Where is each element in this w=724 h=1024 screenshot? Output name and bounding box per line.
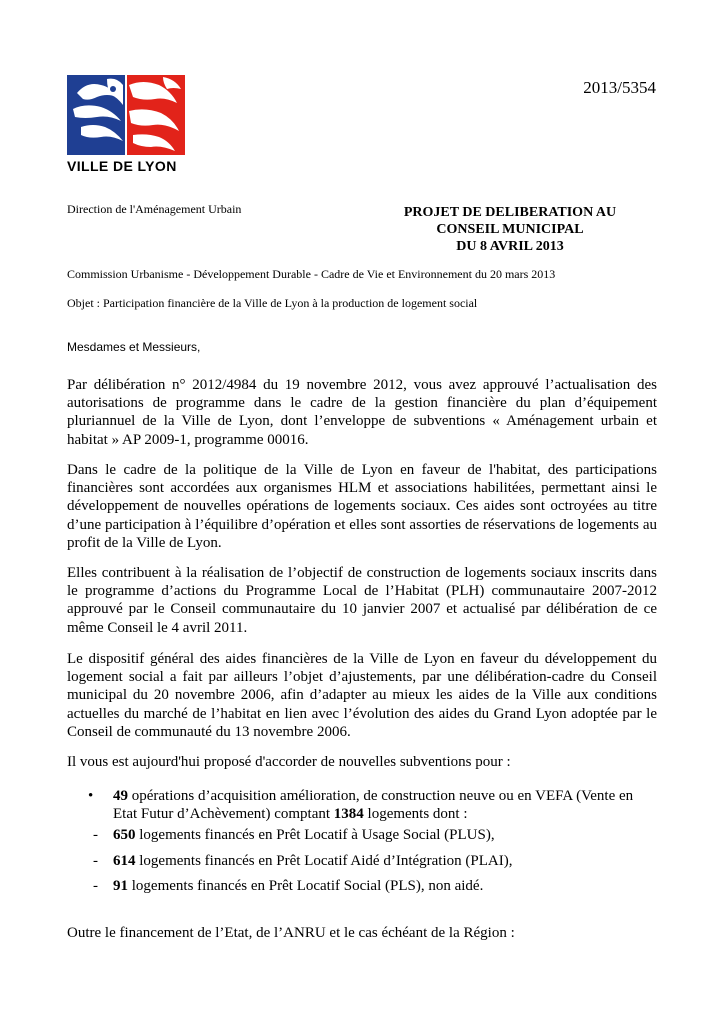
operations-count: 49 (113, 788, 128, 804)
projet-title-line-3: DU 8 AVRIL 2013 (456, 239, 564, 254)
paragraph-2: Dans le cadre de la politique de la Ville de Lyon en faveur de l'habitat, des participations financières sont accordées aux organismes HLM et associations habilitées, permettant ainsi le développement de nouvelles opérations de logements sociaux. Ces aides sont octroyées au titre d’une participation à l’équilibre d’opération et elles sont assorties de réservations de logements au profit de la Ville de Lyon. (67, 462, 657, 551)
dash-symbol: - (93, 878, 98, 894)
bullet-icon: • (88, 788, 94, 804)
dash-item (93, 877, 483, 895)
housing-total: 1384 (333, 806, 364, 823)
projet-title-line-1: PROJET DE DELIBERATION AU (403, 205, 617, 220)
dash-symbol: - (93, 827, 98, 843)
dash-item (93, 852, 512, 870)
paragraph-1: Par délibération n° 2012/4984 du 19 novembre 2012, vous avez approuvé l’actualisation des autorisations de programme dans le cadre de la gestion financière du plan d’équipement pluriannuel de la Ville de Lyon, dont l’enveloppe de subventions « Aménagement urbain et habitat » AP 2009-1, programme 00016. (67, 377, 657, 448)
dash-text: logements financés en Prêt Locatif Aidé d’Intégration (PLAI), (135, 853, 513, 869)
projet-title-line-2: CONSEIL MUNICIPAL (436, 222, 584, 237)
objet-line: Objet : Participation financière de la Ville de Lyon à la production de logement social (67, 296, 478, 310)
paragraph-3: Elles contribuent à la réalisation de l’objectif de construction de logements sociaux inscrits dans le programme d’actions du Programme Local de l’Habitat (PLH) communautaire 2007-2012 approuvé par le Conseil communautaire du 10 janvier 2007 et actualisé par délibération de ce même Conseil le 4 avril 2011. (67, 565, 657, 636)
dash-text: logements financés en Prêt Locatif Social (PLS), non aidé. (128, 878, 484, 894)
bullet-text-a: opérations d’acquisition amélioration, de construction neuve ou en VEFA (Vente en Etat Futur d’Achèvement) comptant (113, 788, 634, 823)
paragraph-6: Outre le financement de l’Etat, de l’ANRU et le cas échéant de la Région : (67, 925, 515, 941)
paragraph-5: Il vous est aujourd'hui proposé d'accorder de nouvelles subventions pour : (67, 754, 511, 770)
ville-de-lyon-logo (67, 75, 185, 177)
lion-emblem-icon (67, 75, 185, 155)
dash-symbol: - (93, 853, 98, 869)
bullet-text-b: logements dont : (363, 806, 468, 823)
dash-item (93, 826, 495, 844)
dash-count: 91 (113, 878, 128, 894)
logo-text: VILLE DE LYON (67, 158, 177, 174)
document-reference: 2013/5354 (583, 78, 656, 97)
greeting: Mesdames et Messieurs, (67, 340, 201, 354)
dash-count: 614 (113, 853, 136, 869)
direction-label: Direction de l'Aménagement Urbain (67, 202, 242, 216)
paragraph-4: Le dispositif général des aides financières de la Ville de Lyon en faveur du développement du logement social a fait par ailleurs l’objet d’ajustements, par une délibération-cadre du Conseil municipal du 20 novembre 2006, afin d’adapter au mieux les aides de la Ville aux conditions actuelles du marché de l’habitat en lien avec l’évolution des aides du Grand Lyon adoptée par le Conseil de communauté du 13 novembre 2006. (67, 651, 657, 740)
projet-title (380, 204, 640, 255)
bullet-text (113, 787, 658, 823)
dash-text: logements financés en Prêt Locatif à Usage Social (PLUS), (135, 827, 495, 843)
dash-count: 650 (113, 827, 136, 843)
commission-line: Commission Urbanisme - Développement Durable - Cadre de Vie et Environnement du 20 mars 2013 (67, 267, 556, 281)
